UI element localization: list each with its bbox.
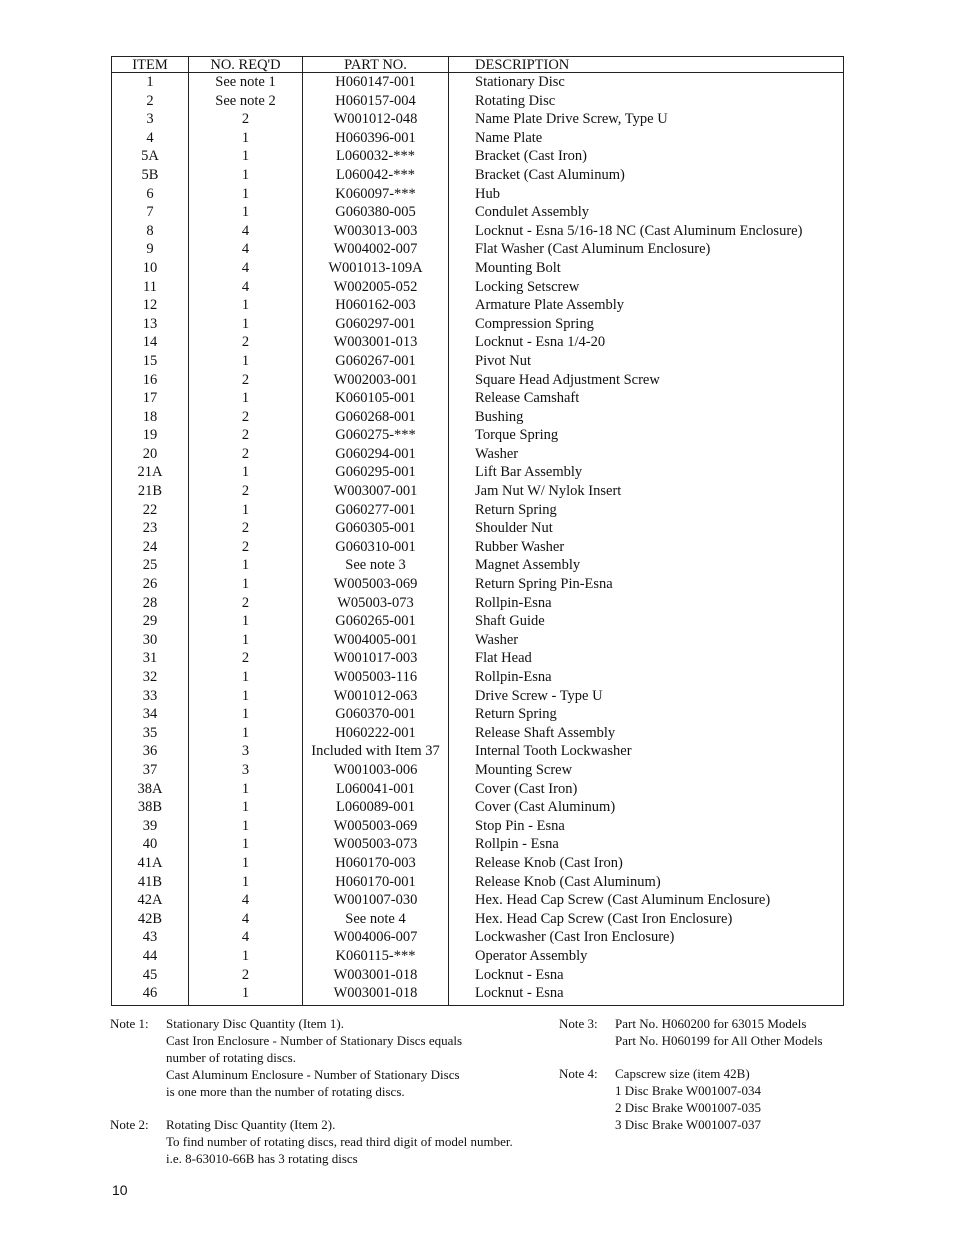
table-row — [112, 649, 844, 668]
qty-cell: 2 — [189, 594, 303, 613]
description-cell: Drive Screw - Type U — [475, 687, 603, 704]
note-line: 2 Disc Brake W001007-035 — [615, 1100, 761, 1115]
note-4-label: Note 4: — [559, 1066, 598, 1081]
part-no-cell: K060115-*** — [303, 947, 449, 966]
part-no-cell: W001003-006 — [303, 761, 449, 780]
part-no-cell: K060097-*** — [303, 185, 449, 204]
item-cell: 8 — [112, 222, 189, 241]
table-row — [112, 538, 844, 557]
qty-cell: 1 — [189, 984, 303, 1005]
item-cell: 25 — [112, 556, 189, 575]
item-cell: 9 — [112, 240, 189, 259]
part-no-cell: W05003-073 — [303, 594, 449, 613]
description-cell: Release Camshaft — [475, 390, 580, 407]
item-cell: 19 — [112, 426, 189, 445]
part-no-cell: G060268-001 — [303, 408, 449, 427]
part-no-cell: W004002-007 — [303, 240, 449, 259]
qty-cell: 1 — [189, 612, 303, 631]
part-no-cell: W005003-069 — [303, 575, 449, 594]
table-row — [112, 333, 844, 352]
qty-cell: 1 — [189, 352, 303, 371]
qty-cell: 1 — [189, 947, 303, 966]
table-row — [112, 984, 844, 1005]
header-qty: NO. REQ'D — [189, 57, 303, 73]
part-no-cell: H060170-003 — [303, 854, 449, 873]
table-row — [112, 278, 844, 297]
part-no-cell: W003001-018 — [303, 984, 449, 1005]
table-row — [112, 110, 844, 129]
qty-cell: 1 — [189, 668, 303, 687]
qty-cell: 2 — [189, 538, 303, 557]
qty-cell: 3 — [189, 761, 303, 780]
description-cell: Hex. Head Cap Screw (Cast Iron Enclosure) — [475, 910, 733, 927]
item-cell: 39 — [112, 817, 189, 836]
table-row — [112, 166, 844, 185]
qty-cell: 1 — [189, 556, 303, 575]
qty-cell: 2 — [189, 482, 303, 501]
qty-cell: 1 — [189, 389, 303, 408]
table-row — [112, 891, 844, 910]
qty-cell: 4 — [189, 259, 303, 278]
qty-cell: 1 — [189, 798, 303, 817]
item-cell: 18 — [112, 408, 189, 427]
item-cell: 42A — [112, 891, 189, 910]
note-line: Part No. H060199 for All Other Models — [615, 1033, 823, 1048]
header-item: ITEM — [112, 57, 189, 73]
table-row — [112, 482, 844, 501]
description-cell: Stop Pin - Esna — [475, 817, 565, 834]
part-no-cell: H060396-001 — [303, 129, 449, 148]
qty-cell: 1 — [189, 873, 303, 892]
item-cell: 6 — [112, 185, 189, 204]
qty-cell: 4 — [189, 910, 303, 929]
item-cell: 44 — [112, 947, 189, 966]
description-cell: Name Plate — [475, 129, 543, 146]
qty-cell: 1 — [189, 854, 303, 873]
part-no-cell: G060267-001 — [303, 352, 449, 371]
description-cell: Release Knob (Cast Aluminum) — [475, 873, 661, 890]
description-cell: Locknut - Esna — [475, 966, 564, 983]
item-cell: 2 — [112, 92, 189, 111]
part-no-cell: W004006-007 — [303, 928, 449, 947]
description-cell: Shaft Guide — [475, 613, 545, 630]
description-cell: Rubber Washer — [475, 538, 565, 555]
part-no-cell: W003013-003 — [303, 222, 449, 241]
item-cell: 43 — [112, 928, 189, 947]
note-4-body — [615, 1065, 761, 1133]
table-row — [112, 575, 844, 594]
item-cell: 33 — [112, 687, 189, 706]
description-cell: Bracket (Cast Aluminum) — [475, 166, 625, 183]
item-cell: 5B — [112, 166, 189, 185]
qty-cell: 1 — [189, 185, 303, 204]
description-cell: Internal Tooth Lockwasher — [475, 743, 632, 760]
qty-cell: See note 1 — [189, 73, 303, 92]
description-cell: Square Head Adjustment Screw — [475, 371, 660, 388]
item-cell: 41B — [112, 873, 189, 892]
part-no-cell: W003001-013 — [303, 333, 449, 352]
description-cell: Mounting Bolt — [475, 259, 561, 276]
qty-cell: 1 — [189, 631, 303, 650]
qty-cell: 2 — [189, 333, 303, 352]
qty-cell: 1 — [189, 687, 303, 706]
note-line: 1 Disc Brake W001007-034 — [615, 1083, 761, 1098]
part-no-cell: H060157-004 — [303, 92, 449, 111]
description-cell: Return Spring — [475, 706, 557, 723]
table-row — [112, 352, 844, 371]
qty-cell: 1 — [189, 166, 303, 185]
table-row — [112, 556, 844, 575]
table-row — [112, 426, 844, 445]
item-cell: 46 — [112, 984, 189, 1005]
qty-cell: 1 — [189, 705, 303, 724]
item-cell: 42B — [112, 910, 189, 929]
description-cell: Locknut - Esna 5/16-18 NC (Cast Aluminum Enclosure) — [475, 222, 803, 239]
description-cell: Compression Spring — [475, 315, 594, 332]
description-cell: Hub — [475, 185, 500, 202]
description-cell: Cover (Cast Iron) — [475, 780, 578, 797]
part-no-cell: G060310-001 — [303, 538, 449, 557]
item-cell: 1 — [112, 73, 189, 92]
item-cell: 37 — [112, 761, 189, 780]
part-no-cell: W001017-003 — [303, 649, 449, 668]
part-no-cell: W002005-052 — [303, 278, 449, 297]
table-row — [112, 947, 844, 966]
qty-cell: 2 — [189, 408, 303, 427]
item-cell: 3 — [112, 110, 189, 129]
table-row — [112, 761, 844, 780]
note-line: Cast Iron Enclosure - Number of Stationary Discs equals — [166, 1033, 463, 1048]
qty-cell: See note 2 — [189, 92, 303, 111]
note-line: Part No. H060200 for 63015 Models — [615, 1016, 807, 1031]
part-no-cell: G060295-001 — [303, 463, 449, 482]
note-1-body — [166, 1015, 462, 1100]
description-cell: Washer — [475, 631, 519, 648]
description-cell: Name Plate Drive Screw, Type U — [475, 111, 668, 128]
qty-cell: 4 — [189, 278, 303, 297]
description-cell: Rollpin-Esna — [475, 669, 552, 685]
description-cell: Torque Spring — [475, 427, 559, 444]
item-cell: 17 — [112, 389, 189, 408]
note-line: Stationary Disc Quantity (Item 1). — [166, 1016, 344, 1031]
description-cell: Return Spring Pin-Esna — [475, 576, 613, 593]
part-no-cell: L060041-001 — [303, 780, 449, 799]
item-cell: 15 — [112, 352, 189, 371]
item-cell: 24 — [112, 538, 189, 557]
description-cell: Rotating Disc — [475, 92, 556, 109]
table-row — [112, 835, 844, 854]
table-row — [112, 742, 844, 761]
table-row — [112, 445, 844, 464]
description-cell: Armature Plate Assembly — [475, 297, 625, 314]
part-no-cell: W003007-001 — [303, 482, 449, 501]
qty-cell: 2 — [189, 110, 303, 129]
part-no-cell: G060265-001 — [303, 612, 449, 631]
item-cell: 11 — [112, 278, 189, 297]
part-no-cell: W002003-001 — [303, 371, 449, 390]
qty-cell: 1 — [189, 296, 303, 315]
description-cell: Cover (Cast Aluminum) — [475, 799, 616, 816]
table-row — [112, 296, 844, 315]
table-row — [112, 780, 844, 799]
table-row — [112, 147, 844, 166]
description-cell: Release Shaft Assembly — [475, 724, 616, 741]
table-row — [112, 501, 844, 520]
item-cell: 21A — [112, 463, 189, 482]
part-no-cell: G060380-005 — [303, 203, 449, 222]
qty-cell: 1 — [189, 147, 303, 166]
qty-cell: 1 — [189, 203, 303, 222]
item-cell: 41A — [112, 854, 189, 873]
item-cell: 34 — [112, 705, 189, 724]
item-cell: 14 — [112, 333, 189, 352]
description-cell: Release Knob (Cast Iron) — [475, 854, 623, 871]
table-row — [112, 724, 844, 743]
item-cell: 35 — [112, 724, 189, 743]
qty-cell: 1 — [189, 780, 303, 799]
description-cell: Hex. Head Cap Screw (Cast Aluminum Enclosure) — [475, 892, 771, 909]
table-row — [112, 687, 844, 706]
note-line: Cast Aluminum Enclosure - Number of Stationary Discs — [166, 1067, 460, 1082]
item-cell: 29 — [112, 612, 189, 631]
qty-cell: 1 — [189, 817, 303, 836]
item-cell: 5A — [112, 147, 189, 166]
qty-cell: 4 — [189, 240, 303, 259]
part-no-cell: H060147-001 — [303, 73, 449, 92]
qty-cell: 2 — [189, 519, 303, 538]
description-cell: Lockwasher (Cast Iron Enclosure) — [475, 929, 675, 946]
item-cell: 30 — [112, 631, 189, 650]
note-line: is one more than the number of rotating discs. — [166, 1084, 405, 1099]
description-cell: Operator Assembly — [475, 947, 588, 964]
table-header-row — [112, 57, 844, 73]
note-3-label: Note 3: — [559, 1016, 598, 1031]
part-no-cell: W005003-116 — [303, 668, 449, 687]
part-no-cell: G060277-001 — [303, 501, 449, 520]
qty-cell: 2 — [189, 426, 303, 445]
item-cell: 22 — [112, 501, 189, 520]
note-line: 3 Disc Brake W001007-037 — [615, 1117, 761, 1132]
table-row — [112, 203, 844, 222]
item-cell: 38B — [112, 798, 189, 817]
part-no-cell: L060089-001 — [303, 798, 449, 817]
qty-cell: 1 — [189, 129, 303, 148]
description-cell: Lift Bar Assembly — [475, 464, 583, 481]
note-3-body — [615, 1015, 823, 1049]
table-row — [112, 222, 844, 241]
table-row — [112, 129, 844, 148]
item-cell: 4 — [112, 129, 189, 148]
table-row — [112, 389, 844, 408]
table-row — [112, 92, 844, 111]
description-cell: Locking Setscrew — [475, 278, 580, 295]
part-no-cell: W005003-073 — [303, 835, 449, 854]
part-no-cell: Included with Item 37 — [303, 742, 449, 761]
parts-table-body — [112, 73, 844, 1006]
table-row — [112, 240, 844, 259]
table-row — [112, 371, 844, 390]
item-cell: 32 — [112, 668, 189, 687]
qty-cell: 1 — [189, 724, 303, 743]
item-cell: 16 — [112, 371, 189, 390]
qty-cell: 1 — [189, 835, 303, 854]
part-no-cell: H060162-003 — [303, 296, 449, 315]
part-no-cell: G060297-001 — [303, 315, 449, 334]
description-cell: Magnet Assembly — [475, 557, 581, 574]
item-cell: 10 — [112, 259, 189, 278]
table-row — [112, 259, 844, 278]
table-row — [112, 594, 844, 613]
description-cell: Stationary Disc — [475, 74, 565, 90]
description-cell: Rollpin - Esna — [475, 836, 559, 853]
note-1-label: Note 1: — [110, 1016, 149, 1031]
part-no-cell: See note 4 — [303, 910, 449, 929]
part-no-cell: H060222-001 — [303, 724, 449, 743]
note-2-body — [166, 1116, 513, 1167]
table-row — [112, 519, 844, 538]
part-no-cell: W004005-001 — [303, 631, 449, 650]
item-cell: 28 — [112, 594, 189, 613]
item-cell: 23 — [112, 519, 189, 538]
note-line: number of rotating discs. — [166, 1050, 296, 1065]
note-line: Capscrew size (item 42B) — [615, 1066, 750, 1081]
part-no-cell: W001012-048 — [303, 110, 449, 129]
part-no-cell: W005003-069 — [303, 817, 449, 836]
description-cell: Pivot Nut — [475, 352, 531, 369]
description-cell: Flat Washer (Cast Aluminum Enclosure) — [475, 241, 711, 258]
table-row — [112, 705, 844, 724]
table-row — [112, 408, 844, 427]
description-cell: Locknut - Esna 1/4-20 — [475, 334, 606, 351]
qty-cell: 2 — [189, 445, 303, 464]
item-cell: 38A — [112, 780, 189, 799]
part-no-cell: W003001-018 — [303, 966, 449, 985]
note-line: To find number of rotating discs, read third digit of model number. — [166, 1134, 513, 1149]
description-cell: Jam Nut W/ Nylok Insert — [475, 483, 622, 500]
qty-cell: 2 — [189, 649, 303, 668]
qty-cell: 1 — [189, 463, 303, 482]
description-cell: Rollpin-Esna — [475, 594, 552, 611]
table-row — [112, 817, 844, 836]
item-cell: 31 — [112, 649, 189, 668]
note-line: Rotating Disc Quantity (Item 2). — [166, 1117, 336, 1132]
part-no-cell: K060105-001 — [303, 389, 449, 408]
description-cell: Bracket (Cast Iron) — [475, 148, 587, 165]
table-row — [112, 612, 844, 631]
qty-cell: 4 — [189, 891, 303, 910]
item-cell: 26 — [112, 575, 189, 594]
part-no-cell: G060305-001 — [303, 519, 449, 538]
item-cell: 45 — [112, 966, 189, 985]
table-row — [112, 668, 844, 687]
item-cell: 13 — [112, 315, 189, 334]
part-no-cell: L060032-*** — [303, 147, 449, 166]
item-cell: 12 — [112, 296, 189, 315]
qty-cell: 1 — [189, 315, 303, 334]
description-cell: Shoulder Nut — [475, 520, 553, 537]
header-description: DESCRIPTION — [449, 57, 844, 73]
description-cell: Washer — [475, 445, 519, 462]
table-row — [112, 463, 844, 482]
item-cell: 20 — [112, 445, 189, 464]
qty-cell: 3 — [189, 742, 303, 761]
table-row — [112, 910, 844, 929]
table-row — [112, 873, 844, 892]
part-no-cell: W001007-030 — [303, 891, 449, 910]
qty-cell: 4 — [189, 222, 303, 241]
qty-cell: 1 — [189, 575, 303, 594]
item-cell: 7 — [112, 203, 189, 222]
table-row — [112, 631, 844, 650]
table-row — [112, 185, 844, 204]
qty-cell: 1 — [189, 501, 303, 520]
table-row — [112, 854, 844, 873]
part-no-cell: W001013-109A — [303, 259, 449, 278]
part-no-cell: G060370-001 — [303, 705, 449, 724]
part-no-cell: H060170-001 — [303, 873, 449, 892]
item-cell: 36 — [112, 742, 189, 761]
description-cell: Mounting Screw — [475, 761, 573, 778]
qty-cell: 2 — [189, 966, 303, 985]
description-cell: Flat Head — [475, 650, 532, 667]
qty-cell: 2 — [189, 371, 303, 390]
item-cell: 40 — [112, 835, 189, 854]
part-no-cell: W001012-063 — [303, 687, 449, 706]
part-no-cell: G060294-001 — [303, 445, 449, 464]
parts-list-table — [111, 56, 844, 1006]
item-cell: 21B — [112, 482, 189, 501]
qty-cell: 4 — [189, 928, 303, 947]
part-no-cell: L060042-*** — [303, 166, 449, 185]
note-2-label: Note 2: — [110, 1117, 149, 1132]
description-cell: Condulet Assembly — [475, 204, 589, 221]
description-cell: Locknut - Esna — [475, 985, 564, 1002]
table-row — [112, 73, 844, 92]
header-part-no: PART NO. — [303, 57, 449, 73]
table-row — [112, 315, 844, 334]
table-row — [112, 798, 844, 817]
table-row — [112, 966, 844, 985]
table-row — [112, 928, 844, 947]
page-number: 10 — [112, 1182, 128, 1198]
note-line: i.e. 8-63010-66B has 3 rotating discs — [166, 1151, 358, 1166]
part-no-cell: G060275-*** — [303, 426, 449, 445]
part-no-cell: See note 3 — [303, 556, 449, 575]
description-cell: Return Spring — [475, 501, 557, 518]
description-cell: Bushing — [475, 408, 524, 425]
